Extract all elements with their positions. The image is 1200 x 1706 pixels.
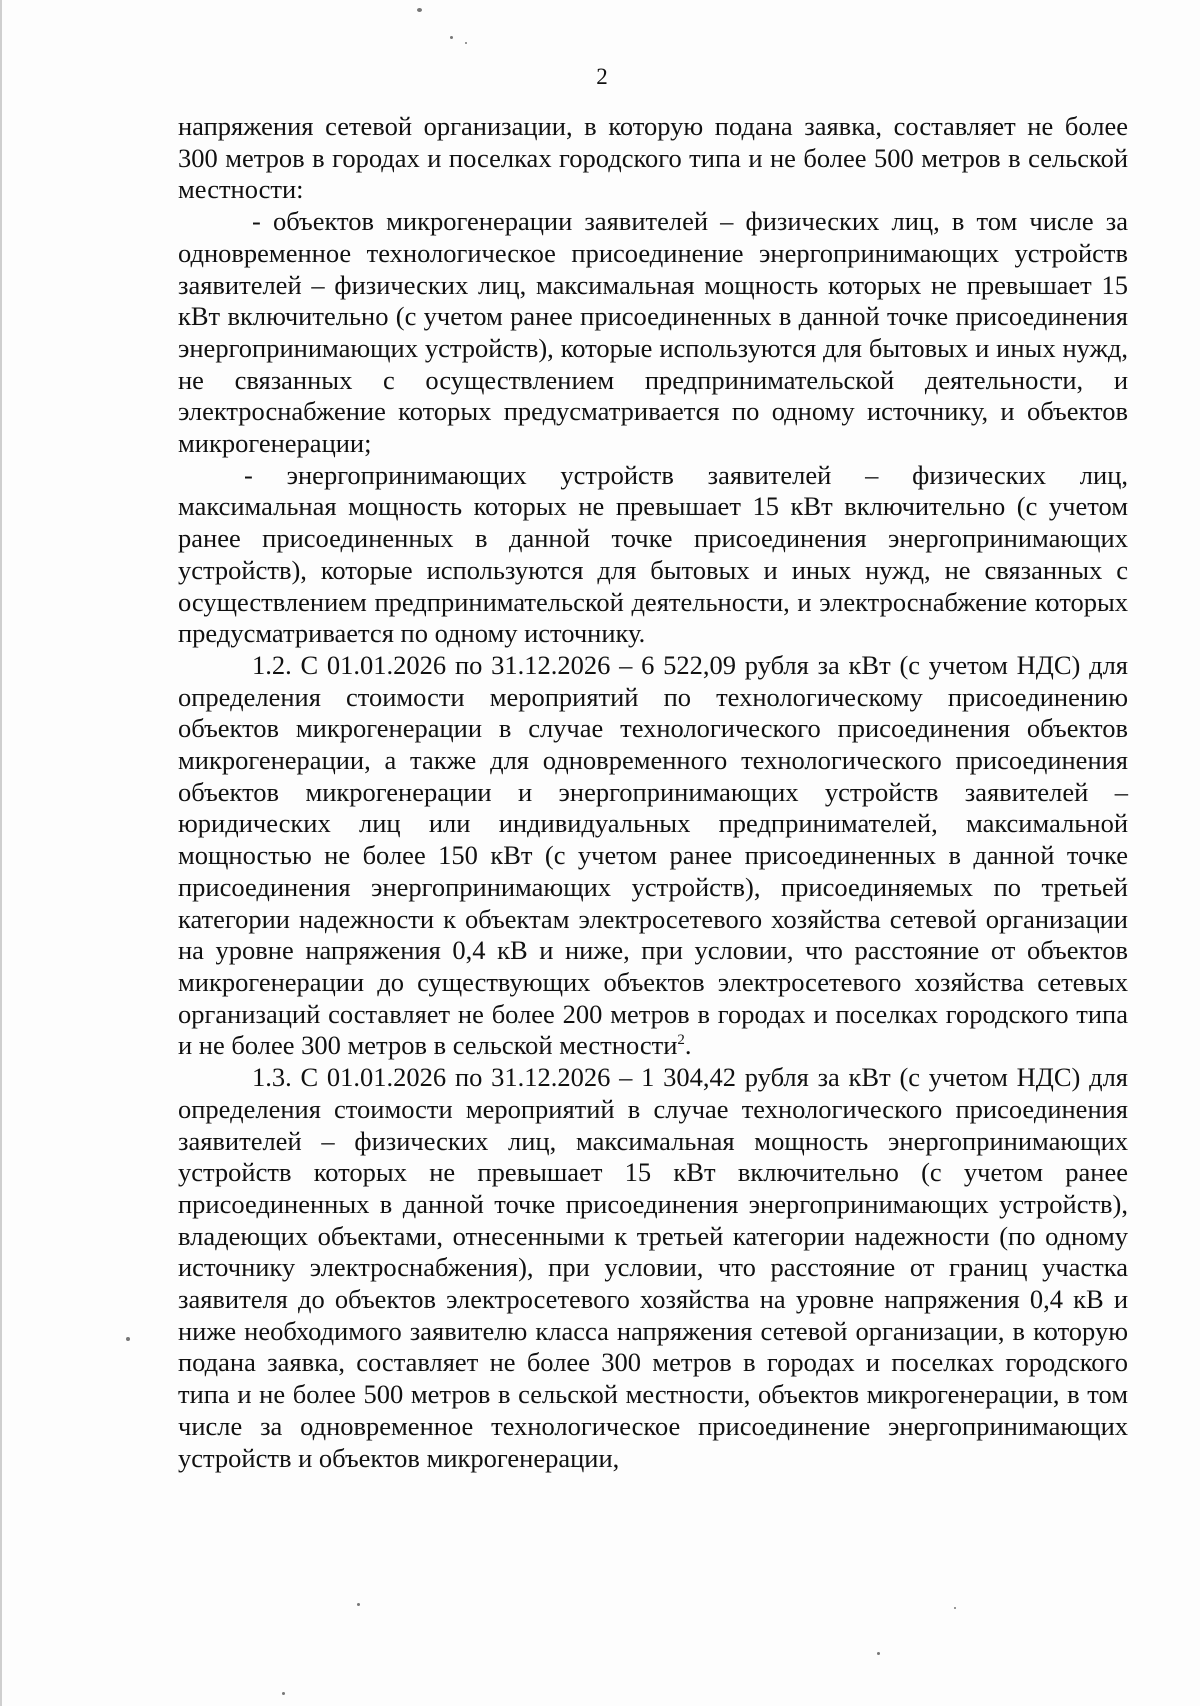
paragraph-power-receiving-item: - энергопринимающих устройств заявителей – физических лиц, максимальная мощность которых не превышает 15 кВт включительно (с учетом ранее присоединенных в данной точке присоединения энергопринимающих устройств), которые используются для бытовых и иных нужд, не связанных с осуществлением предпринимательской деятельности, и электроснабжение которых предусматривается по одному источнику. [178, 459, 1128, 649]
scan-speck [877, 1652, 880, 1655]
paragraph-clause-1-2 [178, 650, 1128, 1062]
scan-speck [126, 1337, 130, 1341]
paragraph-microgeneration-item: - объектов микрогенерации заявителей – физических лиц, в том числе за одновременное технологическое присоединение энергопринимающих устройств заявителей – физических лиц, максимальная мощность которых не превышает 15 кВт включительно (с учетом ранее присоединенных в данной точке присоединения энергопринимающих устройств), которые используются для бытовых и иных нужд, не связанных с осуществлением предпринимательской деятельности, и электроснабжение которых предусматривается по одному источнику, и объектов микрогенерации; [178, 206, 1128, 459]
clause-1-2-period: . [684, 1030, 692, 1061]
page-number: 2 [596, 64, 608, 89]
clause-1-2-text: 1.2. С 01.01.2026 по 31.12.2026 – 6 522,09 рубля за кВт (с учетом НДС) для определения стоимости мероприятий по технологическому присоединению объектов микрогенерации в случае технологического присоединения объектов микрогенерации, а также для одновременного технологического присоединения объектов микрогенерации и энергопринимающих устройств заявителей – юридических лиц или индивидуальных предпринимателей, максимальной мощностью не более 150 кВт (с учетом ранее присоединенных в данной точке присоединения энергопринимающих устройств), присоединяемых по третьей категории надежности к объектам электросетевого хозяйства сетевой организации на уровне напряжения 0,4 кВ и ниже, при условии, что расстояние от объектов микрогенерации до существующих объектов электросетевого хозяйства сетевых организаций составляет не более 200 метров в городах и поселках городского типа и не более 300 метров в сельской местности [178, 649, 1128, 1061]
document-body [178, 111, 1128, 1474]
paragraph-clause-1-3: 1.3. С 01.01.2026 по 31.12.2026 – 1 304,42 рубля за кВт (с учетом НДС) для определения стоимости мероприятий в случае технологического присоединения заявителей – физических лиц, максимальная мощность энергопринимающих устройств которых не превышает 15 кВт включительно (с учетом ранее присоединенных в данной точке присоединения энергопринимающих устройств), владеющих объектами, отнесенными к третьей категории надежности (по одному источнику электроснабжения), при условии, что расстояние от границ участка заявителя до объектов электросетевого хозяйства на уровне напряжения 0,4 кВ и ниже необходимого заявителю класса напряжения сетевой организации, в которую подана заявка, составляет не более 300 метров в городах и поселках городского типа и не более 500 метров в сельской местности, объектов микрогенерации, в том числе за одновременное технологическое присоединение энергопринимающих устройств и объектов микрогенерации, [178, 1062, 1128, 1473]
paragraph-continuation: напряжения сетевой организации, в которую подана заявка, составляет не более 300 метров в городах и поселках городского типа и не более 500 метров в сельской местности: [178, 111, 1128, 205]
scan-speck [954, 1607, 956, 1609]
scan-speck [417, 8, 422, 12]
scan-speck [465, 42, 467, 44]
scan-speck [282, 1692, 285, 1695]
footnote-reference: 2 [677, 1032, 685, 1049]
scan-speck [357, 1603, 360, 1606]
scan-speck [450, 36, 453, 39]
